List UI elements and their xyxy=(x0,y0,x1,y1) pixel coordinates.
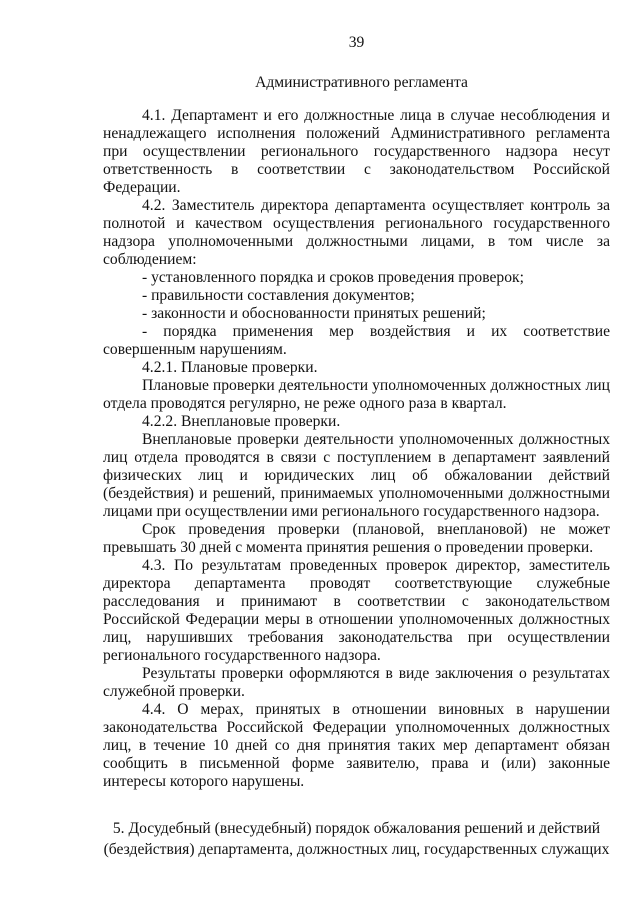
paragraph-4-2-1-heading: 4.2.1. Плановые проверки. xyxy=(142,359,318,376)
section-5-heading-line: (бездействия) департамента, должностных лиц, государственных служащих xyxy=(103,841,610,858)
section-5-heading-line: 5. Досудебный (внесудебный) порядок обжалования решений и действий xyxy=(112,820,601,837)
document-page xyxy=(103,34,610,860)
list-item: - правильности составления документов; xyxy=(142,287,415,304)
list-item: - порядка применения мер воздействия и их соответствие совершенным нарушениям. xyxy=(103,323,610,358)
paragraph-check-deadline: Срок проведения проверки (плановой, внеплановой) не может превышать 30 дней с момента принятия решения о проведении проверки. xyxy=(103,521,610,556)
section-5-heading xyxy=(103,818,610,860)
list-item: - законности и обоснованности принятых решений; xyxy=(142,305,486,322)
paragraph-4-3: 4.3. По результатам проведенных проверок директор, заместитель директора департамента проводят соответствующие служебные расследования и принимают в соответствии с законодательством Российской Федерации меры в отношении уполномоченных должностных лиц, нарушивших требования законодательства при осуществлении регионального государственного надзора. xyxy=(103,557,610,664)
paragraph-4-2: 4.2. Заместитель директора департамента осуществляет контроль за полнотой и качеством осуществления регионального государственного надзора уполномоченными должностными лицами, в том числе за соблюдением: xyxy=(103,197,610,268)
list-item: - установленного порядка и сроков проведения проверок; xyxy=(142,269,524,286)
paragraph-4-4: 4.4. О мерах, принятых в отношении виновных в нарушении законодательства Российской Федерации уполномоченных должностных лиц, в течение 10 дней со дня принятия таких мер департамент обязан сообщить в письменной форме заявителю, права и (или) законные интересы которого нарушены. xyxy=(103,701,610,790)
page-number: 39 xyxy=(348,34,365,51)
paragraph-4-2-2-heading: 4.2.2. Внеплановые проверки. xyxy=(142,413,341,430)
paragraph-check-results: Результаты проверки оформляются в виде заключения о результатах служебной проверки. xyxy=(103,665,610,700)
document-header-title: Административного регламента xyxy=(255,74,468,91)
paragraph-planned-checks: Плановые проверки деятельности уполномоченных должностных лиц отдела проводятся регулярно, не реже одного раза в квартал. xyxy=(103,377,610,412)
body-text xyxy=(103,107,610,791)
paragraph-4-1: 4.1. Департамент и его должностные лица в случае несоблюдения и ненадлежащего исполнения положений Административного регламента при осуществлении регионального государственного надзора несут ответственность в соответствии с законодательством Российской Федерации. xyxy=(103,107,610,196)
paragraph-unplanned-checks: Внеплановые проверки деятельности уполномоченных должностных лиц отдела проводятся в связи с поступлением в департамент заявлений физических лиц и юридических лиц об обжаловании действий (бездействия) и решений, принимаемых уполномоченными должностными лицами при осуществлении ими регионального государственного надзора. xyxy=(103,431,610,520)
